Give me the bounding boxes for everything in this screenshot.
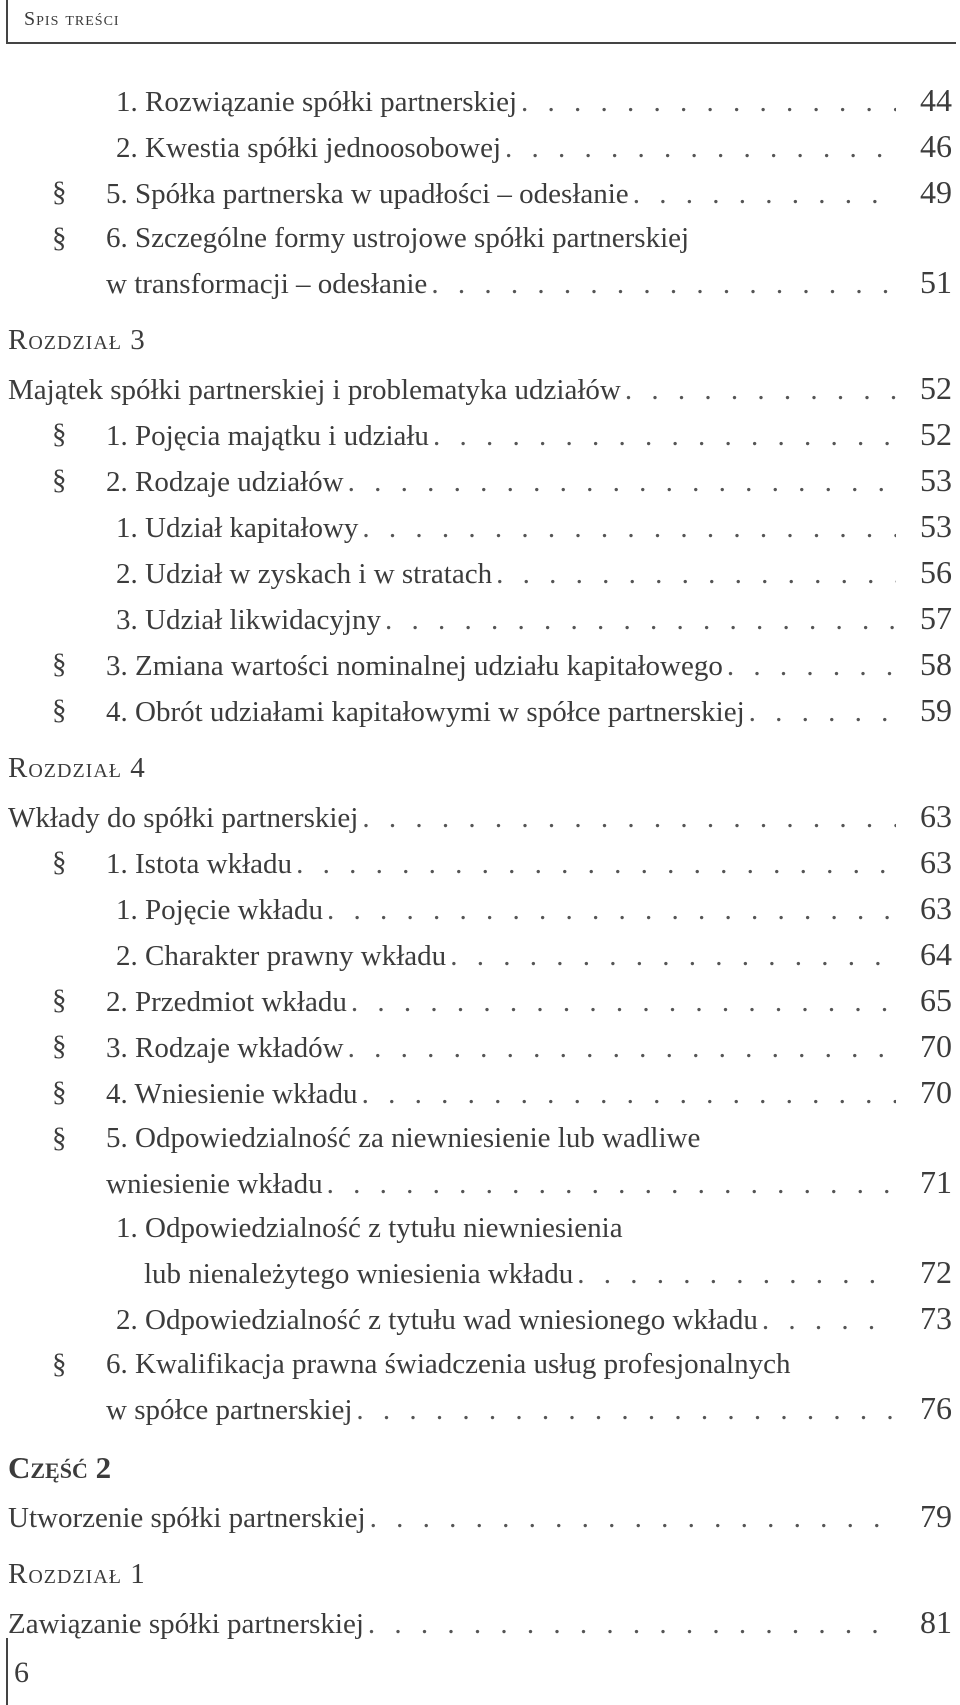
toc-entry-title [106, 842, 292, 886]
leader-dots [348, 460, 896, 504]
chapter-heading: Rozdział 1 [8, 1558, 146, 1590]
toc-entry-text: Wkłady do spółki partnerskiej [8, 802, 359, 834]
section-sign: § [52, 222, 67, 254]
toc-entry-title [106, 1116, 960, 1160]
toc-entry-title [106, 216, 960, 260]
section-sign: § [52, 1076, 67, 1108]
page-number: 6 [14, 1656, 29, 1689]
toc-entry-title [116, 126, 501, 170]
toc-page-number: 53 [920, 462, 952, 498]
toc-page-number: 46 [920, 128, 952, 164]
toc-page-number: 53 [920, 508, 952, 544]
toc-entry-number: 1. [116, 1212, 138, 1244]
leader-dots [762, 1298, 896, 1342]
toc-entry-title [8, 796, 358, 840]
toc-entry[interactable] [0, 978, 960, 1024]
toc-entry-number: 5. [106, 178, 128, 210]
toc-entry[interactable] [0, 1070, 960, 1116]
leader-dots [450, 934, 896, 978]
section-sign: § [52, 418, 67, 450]
toc-entry-text: Kwalifikacja prawna świadczenia usług profesjonalnych [135, 1348, 791, 1380]
toc-entry-title [106, 1026, 344, 1070]
leader-dots [296, 842, 896, 886]
leader-dots [633, 172, 896, 216]
toc-entry-title [106, 690, 745, 734]
toc-entry-text: Rodzaje udziałów [135, 466, 344, 498]
toc-entry-title [106, 644, 723, 688]
toc-entry[interactable] [0, 170, 960, 216]
toc-entry-title [116, 506, 358, 550]
leader-dots [327, 888, 896, 932]
leader-dots [351, 980, 896, 1024]
toc-entry-text: Przedmiot wkładu [135, 986, 347, 1018]
chapter-heading: Rozdział 4 [8, 752, 146, 784]
toc-entry-text: Pojęcia majątku i udziału [135, 420, 429, 452]
toc-entry-number: 5. [106, 1122, 128, 1154]
toc-page-number: 76 [920, 1390, 952, 1426]
leader-dots [625, 368, 896, 412]
toc-entry[interactable] [0, 688, 960, 734]
part-heading: Część 2 [8, 1450, 112, 1485]
toc-entry-number: 1. [116, 512, 138, 544]
toc-entry-title [116, 80, 517, 124]
toc-page-number: 59 [920, 692, 952, 728]
toc-page-number: 81 [920, 1604, 952, 1640]
toc-entry-number: 2. [106, 986, 128, 1018]
toc-entry-text: Udział likwidacyjny [145, 604, 381, 636]
leader-dots [368, 1602, 896, 1646]
toc-entry[interactable] [0, 886, 960, 932]
toc-entry-title [106, 980, 347, 1024]
toc-entry[interactable] [0, 504, 960, 550]
leader-dots [362, 1072, 896, 1116]
running-header-title: Spis treści [24, 8, 120, 30]
leader-dots [385, 598, 896, 642]
table-of-contents [0, 78, 960, 1646]
toc-entry-number: 6. [106, 222, 128, 254]
toc-entry[interactable] [0, 1494, 960, 1540]
toc-page-number: 63 [920, 798, 952, 834]
toc-entry-text-continued: w transformacji – odesłanie [106, 268, 428, 300]
leader-dots [362, 506, 896, 550]
toc-entry-number: 2. [106, 466, 128, 498]
toc-entry-text: Istota wkładu [135, 848, 293, 880]
toc-entry-number: 3. [106, 650, 128, 682]
leader-dots [362, 796, 896, 840]
leader-dots [370, 1496, 896, 1540]
toc-page-number: 63 [920, 844, 952, 880]
toc-entry-text: Majątek spółki partnerskiej i problematyka udziałów [8, 374, 621, 406]
toc-entry[interactable] [0, 216, 960, 306]
toc-entry-title [106, 414, 429, 458]
section-sign: § [52, 464, 67, 496]
toc-entry-text: Odpowiedzialność z tytułu niewniesienia [145, 1212, 623, 1244]
toc-entry-number: 4. [106, 696, 128, 728]
toc-entry[interactable] [0, 840, 960, 886]
leader-dots [505, 126, 896, 170]
toc-entry[interactable] [0, 1206, 960, 1296]
toc-entry-title [116, 598, 381, 642]
section-sign: § [52, 648, 67, 680]
toc-entry-title [106, 1072, 358, 1116]
toc-entry-title [106, 172, 629, 216]
toc-entry-number: 3. [116, 604, 138, 636]
toc-page-number: 65 [920, 982, 952, 1018]
toc-entry[interactable] [0, 1342, 960, 1432]
section-sign: § [52, 176, 67, 208]
toc-entry-text: Rozwiązanie spółki partnerskiej [145, 86, 518, 118]
leader-dots [327, 1162, 896, 1206]
toc-entry-text: Obrót udziałami kapitałowymi w spółce partnerskiej [135, 696, 745, 728]
toc-entry-title [116, 934, 446, 978]
toc-entry-text-continued: wniesienie wkładu [106, 1168, 323, 1200]
leader-dots [727, 644, 896, 688]
section-sign: § [52, 694, 67, 726]
toc-page-number: 73 [920, 1300, 952, 1336]
toc-entry-text-continued: w spółce partnerskiej [106, 1394, 353, 1426]
section-sign: § [52, 846, 67, 878]
toc-page-number: 52 [920, 416, 952, 452]
toc-entry-title [106, 1342, 960, 1386]
toc-page-number: 79 [920, 1498, 952, 1534]
toc-entry-number: 2. [116, 558, 138, 590]
toc-entry[interactable] [0, 458, 960, 504]
toc-page-number: 44 [920, 82, 952, 118]
toc-page-number: 72 [920, 1254, 952, 1290]
toc-entry-title [116, 1298, 758, 1342]
toc-entry[interactable] [0, 642, 960, 688]
toc-entry[interactable] [0, 794, 960, 840]
leader-dots [348, 1026, 896, 1070]
toc-page-number: 56 [920, 554, 952, 590]
leader-dots [577, 1252, 896, 1296]
toc-page-number: 64 [920, 936, 952, 972]
toc-entry[interactable] [0, 366, 960, 412]
section-sign: § [52, 984, 67, 1016]
toc-entry[interactable] [0, 1024, 960, 1070]
toc-entry-text: Rodzaje wkładów [135, 1032, 344, 1064]
toc-entry-text-continued: lub nienależytego wniesienia wkładu [144, 1258, 574, 1290]
toc-entry[interactable] [0, 412, 960, 458]
toc-entry-title [8, 1602, 364, 1646]
toc-entry-title [8, 1496, 366, 1540]
toc-entry-title [106, 460, 344, 504]
toc-entry[interactable] [0, 1296, 960, 1342]
leader-dots [496, 552, 896, 596]
toc-entry-text: Charakter prawny wkładu [145, 940, 447, 972]
leader-dots [431, 262, 896, 306]
toc-entry-text: Udział kapitałowy [145, 512, 359, 544]
toc-entry[interactable] [0, 124, 960, 170]
toc-entry-text: Zmiana wartości nominalnej udziału kapitałowego [135, 650, 723, 682]
section-sign: § [52, 1122, 67, 1154]
toc-page-number: 52 [920, 370, 952, 406]
toc-entry-text: Pojęcie wkładu [145, 894, 323, 926]
toc-page-number: 70 [920, 1028, 952, 1064]
toc-entry-text: Odpowiedzialność z tytułu wad wniesionego wkładu [145, 1304, 758, 1336]
section-sign: § [52, 1030, 67, 1062]
toc-entry[interactable] [0, 1600, 960, 1646]
leader-dots [356, 1388, 896, 1432]
toc-entry[interactable] [0, 932, 960, 978]
leader-dots [521, 80, 896, 124]
toc-entry-number: 1. [106, 420, 128, 452]
toc-entry[interactable] [0, 78, 960, 124]
toc-entry-text: Szczególne formy ustrojowe spółki partnerskiej [135, 222, 690, 254]
toc-entry-number: 2. [116, 132, 138, 164]
toc-entry-text: Odpowiedzialność za niewniesienie lub wadliwe [135, 1122, 701, 1154]
toc-entry-number: 1. [116, 894, 138, 926]
toc-entry-text: Zawiązanie spółki partnerskiej [8, 1608, 364, 1640]
leader-dots [433, 414, 896, 458]
toc-entry-number: 1. [116, 86, 138, 118]
toc-entry-title [116, 552, 492, 596]
chapter-heading: Rozdział 3 [8, 324, 146, 356]
toc-page-number: 70 [920, 1074, 952, 1110]
section-sign: § [52, 1348, 67, 1380]
toc-entry-number: 2. [116, 1304, 138, 1336]
toc-entry-text: Wniesienie wkładu [134, 1078, 358, 1110]
toc-entry-text: Utworzenie spółki partnerskiej [8, 1502, 366, 1534]
toc-entry-text: Udział w zyskach i w stratach [145, 558, 493, 590]
leader-dots [749, 690, 896, 734]
toc-entry-number: 4. [106, 1078, 128, 1110]
toc-entry[interactable] [0, 1116, 960, 1206]
toc-entry-title [116, 888, 323, 932]
toc-entry[interactable] [0, 596, 960, 642]
toc-entry-number: 3. [106, 1032, 128, 1064]
toc-entry-text: Spółka partnerska w upadłości – odesłanie [135, 178, 629, 210]
toc-entry-text: Kwestia spółki jednoosobowej [145, 132, 502, 164]
toc-entry[interactable] [0, 550, 960, 596]
toc-entry-number: 1. [106, 848, 128, 880]
toc-page-number: 71 [920, 1164, 952, 1200]
toc-page-number: 51 [920, 264, 952, 300]
toc-entry-title [8, 368, 621, 412]
toc-entry-title [116, 1206, 960, 1250]
toc-page-number: 63 [920, 890, 952, 926]
toc-page-number: 49 [920, 174, 952, 210]
toc-page-number: 57 [920, 600, 952, 636]
toc-entry-number: 2. [116, 940, 138, 972]
toc-page-number: 58 [920, 646, 952, 682]
toc-entry-number: 6. [106, 1348, 128, 1380]
running-header [6, 0, 956, 44]
